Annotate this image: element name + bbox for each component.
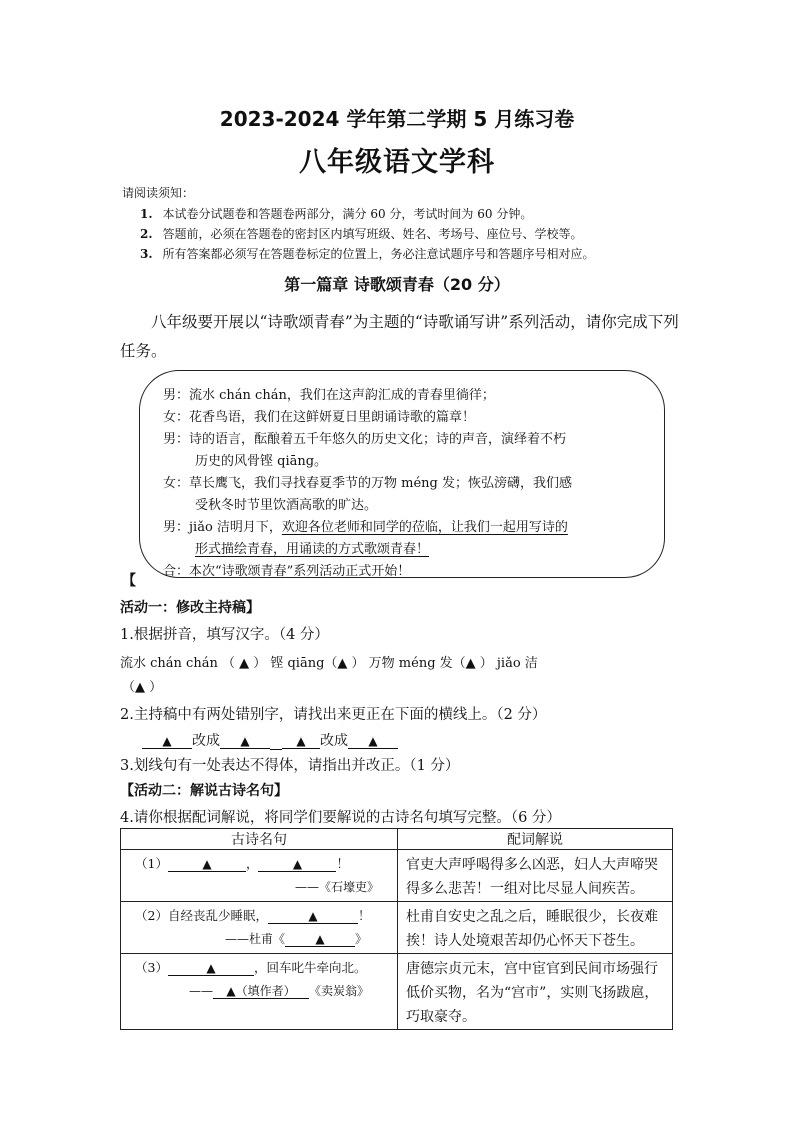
chapter-intro: 八年级要开展以“诗歌颂青春”为主题的“诗歌诵写讲”系列活动，请你完成下列任务。 [120, 313, 679, 360]
explain-cell: 官吏大声呼喝得多么凶恶，妇人大声啼哭得多么悲苦！一组对比尽显人间疾苦。 [398, 850, 673, 902]
question-3: 3.划线句有一处表达不得体，请指出并改正。（1 分） [120, 758, 460, 774]
question-1-items: 流水 chán chán （ ▲ ） 铿 qiāng（▲ ） 万物 méng 发（▲ ） jiǎo 洁 [120, 656, 538, 671]
notice-item: 2. 答题前，必须在答题卷的密封区内填写班级、姓名、考场号、座位号、学校等。 [140, 227, 583, 241]
dialogue-line: 受秋冬时节里饮酒高歌的旷达。 [195, 498, 378, 513]
dialogue-line: 男：jiǎo 洁明月下，欢迎各位老师和同学的莅临，让我们一起用写诗的 [163, 520, 568, 535]
chapter-title: 第一篇章 诗歌颂青春（20 分） [284, 275, 510, 294]
table-row [121, 850, 673, 902]
dialogue-line: 女：花香鸟语，我们在这鲜妍夏日里朗诵诗歌的篇章！ [163, 410, 476, 425]
dialogue-line: 男：诗的语言，酝酿着五千年悠久的历史文化；诗的声音，演绎着不朽 [163, 432, 567, 447]
subject-title: 八年级语文学科 [299, 147, 495, 178]
poem-table [120, 828, 673, 1030]
exam-title: 2023-2024 学年第二学期 5 月练习卷 [219, 107, 575, 131]
poem-cell[interactable]: （3） ▲ ，回车叱牛牵向北。 —— ▲（填作者） 《卖炭翁》 [121, 954, 398, 1030]
dialogue-line: 男：流水 chán chán，我们在这声韵汇成的青春里徜徉； [163, 388, 495, 403]
notice-item: 1. 本试卷分试题卷和答题卷两部分，满分 60 分，考试时间为 60 分钟。 [140, 207, 533, 221]
poem-cell[interactable]: （1） ▲ ， ▲ ！ ——《石壕吏》 [121, 850, 398, 902]
activity1-title: 活动一：修改主持稿】 [120, 600, 260, 616]
question-1: 1.根据拼音，填写汉字。（4 分） [120, 627, 329, 643]
table-header-explain: 配词解说 [398, 829, 673, 850]
explain-cell: 唐德宗贞元末，宫中宦官到民间市场强行低价买物，名为“宫市”，实则飞扬跋扈，巧取豪夺。 [398, 954, 673, 1030]
table-header-poem: 古诗名句 [121, 829, 398, 850]
dialogue-line: 合：本次“诗歌颂青春”系列活动正式开始！ [163, 564, 411, 579]
dialogue-line: 女：草长鹰飞，我们寻找春夏季节的万物 méng 发；恢弘滂礴，我们感 [163, 476, 572, 491]
dialogue-line: 历史的风骨铿 qiāng。 [195, 454, 328, 469]
notice-item: 3. 所有答案都必须写在答题卷标定的位置上，务必注意试题序号和答题序号相对应。 [140, 247, 595, 261]
explain-cell: 杜甫自安史之乱之后，睡眠很少，长夜难挨！诗人处境艰苦却仍心怀天下苍生。 [398, 902, 673, 954]
underlined-sentence: 欢迎各位老师和同学的莅临，让我们一起用写诗的 [281, 520, 568, 535]
question-1-last: （▲ ） [122, 680, 163, 695]
table-row [121, 902, 673, 954]
answer-line-q2[interactable]: ▲ 改成 ▲ ▲ 改成 ▲ [142, 730, 398, 750]
question-2: 2.主持稿中有两处错别字，请找出来更正在下面的横线上。（2 分） [120, 707, 547, 723]
table-row [121, 954, 673, 1030]
activity2-title: 【活动二：解说古诗名句】 [120, 783, 288, 799]
stray-bracket: 【 [122, 573, 136, 589]
question-4: 4.请你根据配词解说，将同学们要解说的古诗名句填写完整。（6 分） [120, 810, 561, 826]
poem-cell[interactable]: （2）自经丧乱少睡眠， ▲ ！ ——杜甫《 ▲ 》 [121, 902, 398, 954]
underlined-sentence: 形式描绘青春，用诵读的方式歌颂青春！ [195, 542, 430, 557]
notice-heading: 请阅读须知： [122, 186, 195, 200]
